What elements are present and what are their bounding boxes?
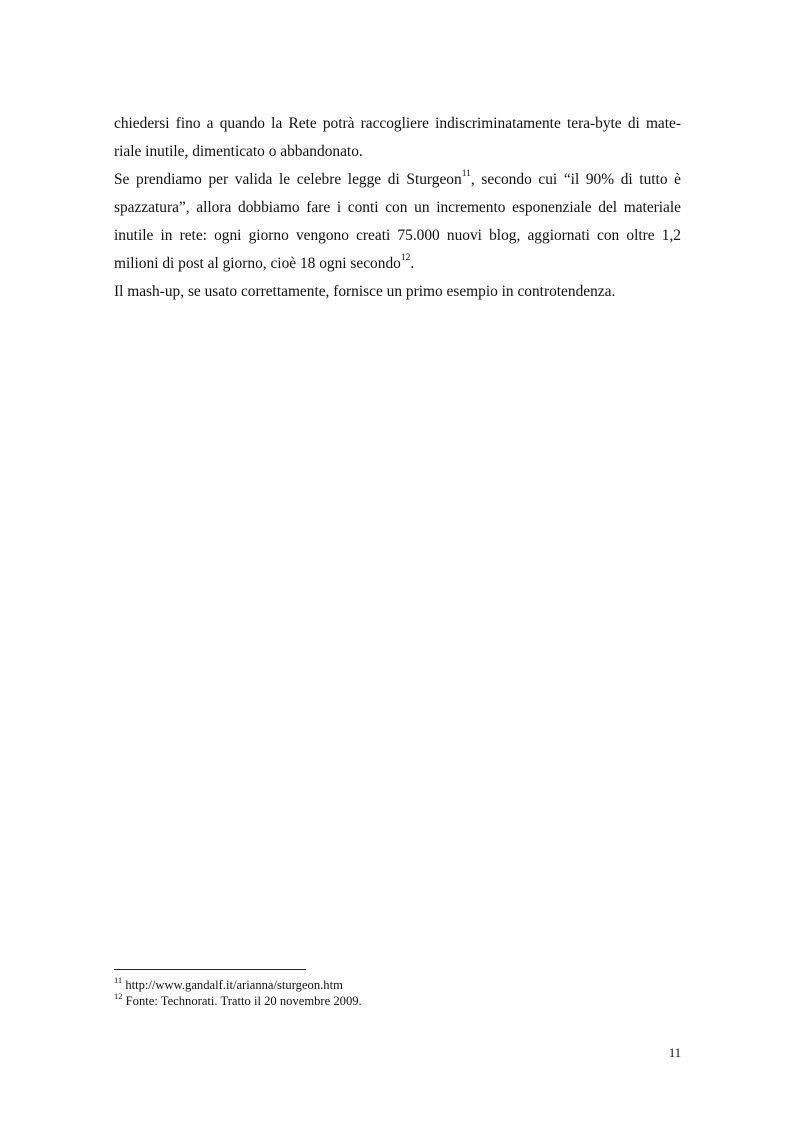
paragraph-2-line-1-text-a: Se prendiamo per valida le celebre legge di Sturgeon	[114, 171, 462, 188]
paragraph-2-line-4	[114, 250, 681, 278]
footnotes	[114, 974, 681, 1009]
footnote-ref-11: 11	[461, 168, 471, 179]
paragraph-2-line-1	[114, 166, 681, 194]
footnote-number: 12	[114, 990, 123, 1001]
footnote-text: Fonte: Technorati. Tratto il 20 novembre 2009.	[122, 994, 362, 1008]
footnote-11	[114, 974, 681, 993]
paragraph-1-line-2: riale inutile, dimenticato o abbandonato.	[114, 143, 363, 160]
footnote-number: 11	[114, 974, 123, 985]
paragraph-2-line-3: inutile in rete: ogni giorno vengono creati 75.000 nuovi blog, aggiornati con oltre 1,2	[114, 227, 681, 244]
paragraph-2-line-4-text-b: .	[410, 255, 415, 272]
paragraph-1-line-1: chiedersi fino a quando la Rete potrà raccogliere indiscriminatamente tera-byte di mate-	[114, 115, 681, 132]
footnote-text: http://www.gandalf.it/arianna/sturgeon.htm	[122, 978, 343, 992]
paragraph-2-line-1-text-b: , secondo cui “il 90% di tutto è	[470, 171, 681, 188]
footnote-ref-12: 12	[400, 252, 411, 263]
footnote-12	[114, 990, 681, 1009]
paragraph-2-line-4-text-a: milioni di post al giorno, cioè 18 ogni secondo	[114, 255, 401, 272]
paragraph-3-line-1: Il mash-up, se usato correttamente, fornisce un primo esempio in controtendenza.	[114, 283, 616, 300]
body-text	[114, 110, 681, 306]
footnote-divider	[114, 969, 306, 970]
paragraph-2-line-2: spazzatura”, allora dobbiamo fare i conti con un incremento esponenziale del materiale	[114, 199, 681, 216]
page-number: 11	[668, 1046, 681, 1060]
